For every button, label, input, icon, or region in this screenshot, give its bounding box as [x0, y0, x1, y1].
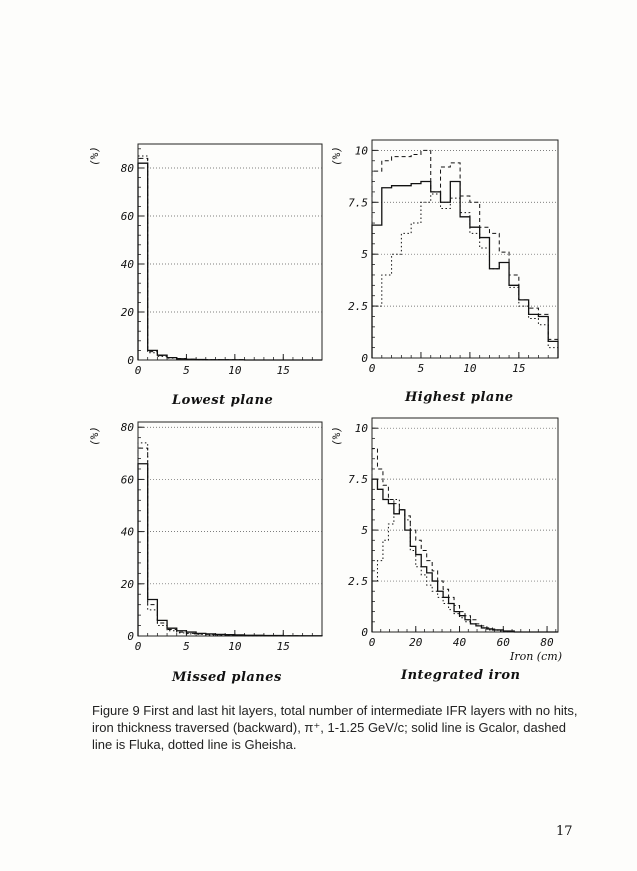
lowest-plane-ytick-label: 60 — [120, 210, 134, 223]
lowest-plane-title: Lowest plane — [172, 393, 274, 408]
lowest-plane-ytick-label: 80 — [120, 162, 134, 175]
integrated-iron-y-label: (%) — [330, 426, 343, 446]
highest-plane-ytick-label: 5 — [361, 248, 368, 262]
integrated-iron-xtick-label: 20 — [409, 636, 423, 649]
integrated-iron-series-solid — [372, 479, 558, 632]
lowest-plane-series-solid — [138, 163, 322, 360]
integrated-iron-ytick-label: 7.5 — [348, 473, 368, 487]
page-number: 17 — [556, 824, 573, 839]
integrated-iron-series-dotted — [372, 500, 558, 632]
integrated-iron-ytick-label: 0 — [361, 626, 368, 639]
missed-planes-frame — [138, 422, 322, 636]
highest-plane-xtick-label: 0 — [368, 362, 376, 375]
missed-planes-series-dotted — [138, 443, 322, 636]
missed-planes-xtick-label: 10 — [228, 640, 242, 653]
highest-plane-title: Highest plane — [405, 390, 514, 405]
missed-planes-xtick-label: 15 — [276, 640, 290, 653]
integrated-iron-xtick-label: 40 — [452, 636, 467, 649]
lowest-plane-ytick-label: 40 — [120, 258, 134, 271]
highest-plane-frame — [372, 140, 558, 358]
integrated-iron-xtick-label: 60 — [496, 636, 510, 649]
missed-planes-xtick-label: 5 — [183, 640, 190, 653]
lowest-plane-xtick-label: 10 — [228, 364, 242, 377]
integrated-iron-series-dashed — [372, 449, 558, 632]
integrated-iron-frame — [372, 418, 558, 632]
lowest-plane-ytick-label: 0 — [127, 354, 134, 367]
lowest-plane-xtick-label: 5 — [183, 364, 190, 377]
highest-plane-xtick-label: 15 — [512, 362, 526, 375]
missed-planes-ytick-label: 20 — [120, 577, 134, 591]
highest-plane-y-label: (%) — [330, 146, 343, 166]
lowest-plane-xtick-label: 0 — [134, 364, 142, 377]
highest-plane-ytick-label: 2.5 — [348, 300, 368, 314]
integrated-iron-ytick-label: 2.5 — [348, 575, 368, 589]
lowest-plane-series-dotted — [138, 156, 322, 360]
highest-plane-series-dotted — [372, 194, 558, 358]
iron-axis-label: Iron (cm) — [510, 650, 562, 663]
missed-planes-title: Missed planes — [172, 670, 282, 685]
missed-planes-series-solid — [138, 464, 322, 636]
missed-planes-series-dashed — [138, 448, 322, 636]
missed-planes-y-label: (%) — [88, 426, 101, 446]
figure-caption: Figure 9 First and last hit layers, total number of intermediate IFR layers with no hits, iron thickness traversed (backward), π⁺, 1-1.25 GeV/c; solid line is Gcalor, dashed line is Fluka, dotted line is Gheisha. — [92, 703, 578, 752]
missed-planes-ytick-label: 60 — [120, 473, 134, 487]
integrated-iron-title: Integrated iron — [401, 668, 521, 683]
lowest-plane-ytick-label: 20 — [120, 306, 134, 319]
missed-planes-xtick-label: 0 — [134, 640, 142, 653]
highest-plane-xtick-label: 10 — [463, 362, 477, 375]
integrated-iron-ytick-label: 10 — [354, 422, 368, 436]
integrated-iron-ytick-label: 5 — [361, 524, 368, 538]
lowest-plane-frame — [138, 144, 322, 360]
highest-plane-ytick-label: 0 — [361, 352, 368, 365]
highest-plane-ytick-label: 7.5 — [348, 196, 368, 210]
missed-planes-ytick-label: 80 — [120, 421, 134, 435]
highest-plane-xtick-label: 5 — [417, 362, 425, 375]
missed-planes-ytick-label: 40 — [120, 525, 134, 539]
integrated-iron-xtick-label: 0 — [368, 636, 376, 649]
highest-plane-series-solid — [372, 182, 558, 358]
integrated-iron-xtick-label: 80 — [540, 636, 554, 649]
lowest-plane-xtick-label: 15 — [276, 364, 290, 377]
lowest-plane-series-dashed — [138, 158, 322, 360]
missed-planes-ytick-label: 0 — [127, 630, 134, 643]
lowest-plane-y-label: (%) — [88, 146, 101, 166]
highest-plane-ytick-label: 10 — [354, 144, 368, 158]
